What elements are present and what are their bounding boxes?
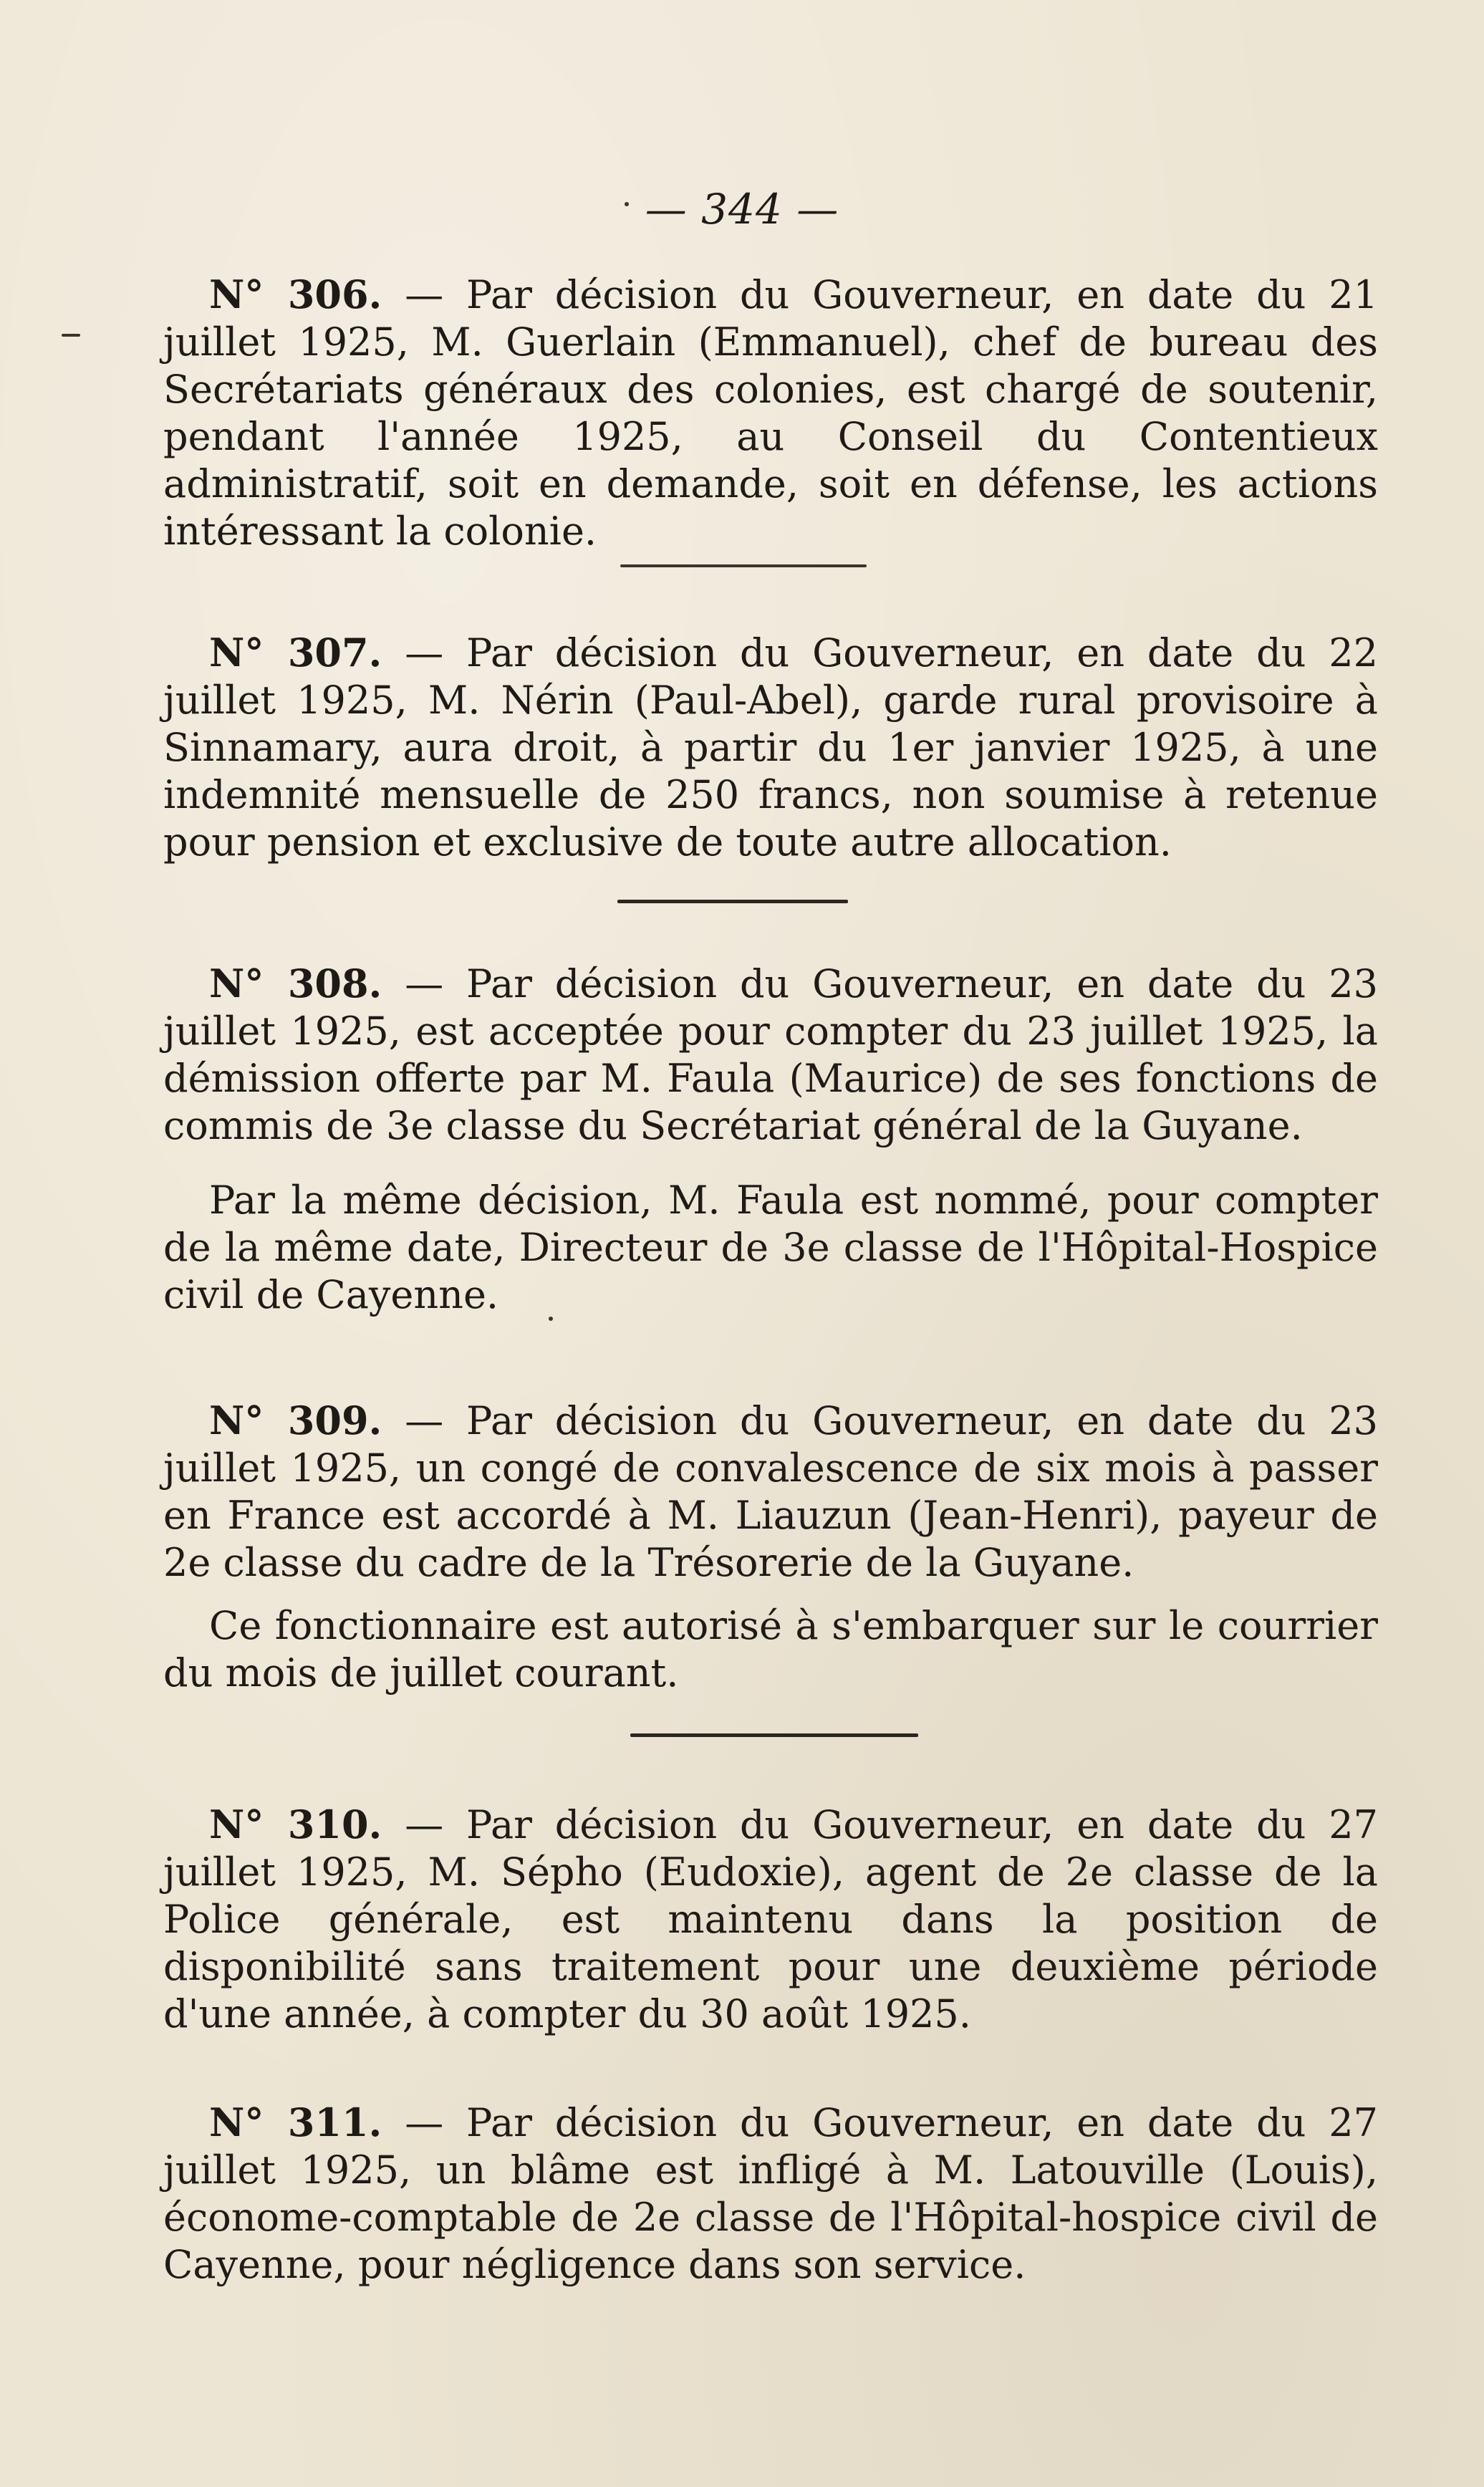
entry-paragraph	[163, 1397, 1378, 1587]
entry-text: — Par décision du Gouverneur, en date du 27 juillet 1925, M. Sépho (Eudoxie), agent de 2e classe de la Police générale, est maintenu dans la position de disponibilité sans traitement pour une deuxième période d'une année, à compter du 30 août 1925.	[163, 1802, 1378, 2036]
separator-rule	[617, 900, 848, 903]
entry-text: — Par décision du Gouverneur, en date du 23 juillet 1925, est acceptée pour compter du 23 juillet 1925, la démission offerte par M. Faula (Maurice) de ses fonctions de commis de 3e classe du Secrétariat général de la Guyane.	[163, 961, 1378, 1148]
entry-text: — Par décision du Gouverneur, en date du 22 juillet 1925, M. Nérin (Paul-Abel), garde rural provisoire à Sinnamary, aura droit, à partir du 1er janvier 1925, à une indemnité mensuelle de 250 francs, non soumise à retenue pour pension et exclusive de toute autre allocation.	[163, 630, 1378, 865]
entry-310	[163, 1801, 1378, 2038]
page-number: — 344 —	[645, 185, 839, 234]
separator-rule	[630, 1733, 918, 1737]
entry-text: — Par décision du Gouverneur, en date du 21 juillet 1925, M. Guerlain (Emmanuel), chef de bureau des Secrétariats généraux des colonies, est chargé de soutenir, pendant l'année 1925, au Conseil du Contentieux administratif, soit en demande, soit en défense, les actions intéressant la colonie.	[163, 272, 1378, 554]
entry-number: N° 310.	[209, 1801, 382, 1847]
margin-mark	[62, 334, 80, 337]
entry-paragraph	[163, 1801, 1378, 2038]
entry-text: — Par décision du Gouverneur, en date du 27 juillet 1925, un blâme est infligé à M. Latouville (Louis), économe-comptable de 2e classe de l'Hôpital-hospice civil de Cayenne, pour négligence dans son service.	[163, 2100, 1378, 2287]
ink-speck	[625, 202, 629, 206]
entry-continuation: Par la même décision, M. Faula est nommé, pour compter de la même date, Directeur de 3e classe de l'Hôpital-Hospice civil de Cayenne.	[163, 1178, 1378, 1317]
entry-308	[163, 960, 1378, 1319]
entry-number: N° 307.	[209, 630, 382, 675]
entry-number: N° 311.	[209, 2099, 382, 2145]
entry-paragraph	[163, 271, 1378, 555]
entry-number: N° 309.	[209, 1398, 382, 1443]
entry-paragraph	[163, 960, 1378, 1150]
entry-number: N° 308.	[209, 961, 382, 1006]
entry-number: N° 306.	[209, 271, 382, 317]
entry-paragraph	[163, 629, 1378, 866]
entry-306	[163, 271, 1378, 555]
entry-paragraph	[163, 2099, 1378, 2289]
entry-309	[163, 1397, 1378, 1697]
entry-text: — Par décision du Gouverneur, en date du 23 juillet 1925, un congé de convalescence de six mois à passer en France est accordé à M. Liauzun (Jean-Henri), payeur de 2e classe du cadre de la Trésorerie de la Guyane.	[163, 1398, 1378, 1585]
entry-continuation: Ce fonctionnaire est autorisé à s'embarquer sur le courrier du mois de juillet courant.	[163, 1603, 1378, 1695]
entry-311	[163, 2099, 1378, 2289]
separator-rule	[620, 564, 867, 567]
entry-307	[163, 629, 1378, 866]
ink-speck	[549, 1317, 553, 1321]
